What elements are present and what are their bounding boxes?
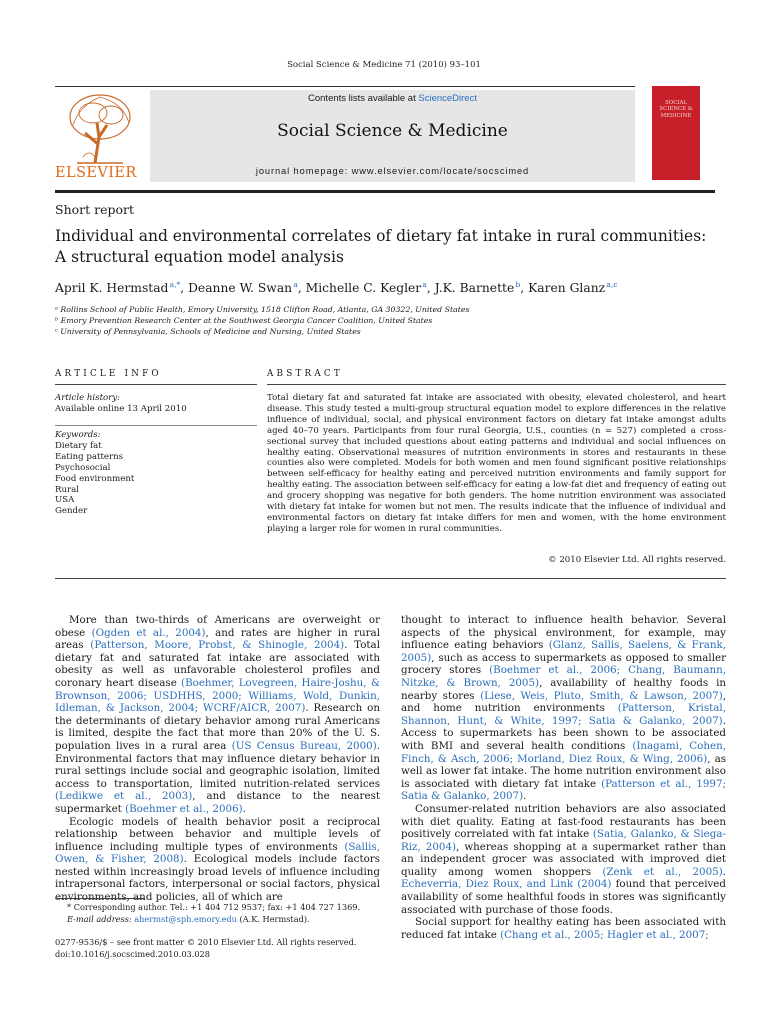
citation-link[interactable]: (Sallis, Owen, & Fisher, 2008) <box>55 840 380 866</box>
history-label: Article history: <box>55 393 121 403</box>
author-affiliation-mark[interactable]: a,* <box>169 280 181 289</box>
citation-link[interactable]: (Boehmer, Lovegreen, Haire-Joshu, & Brownson, 2006; USDHHS, 2000; Williams, Wold, Dunkin, Idleman, & Jackson, 2004; WCRF/AICR, 2007) <box>55 676 380 715</box>
keyword: USA <box>55 495 75 506</box>
citation-link[interactable]: (Inagami, Cohen, Finch, & Asch, 2006; Morland, Diez Roux, & Wing, 2006) <box>401 739 727 765</box>
author-affiliation-mark[interactable]: a,c <box>606 280 618 289</box>
body-text: found that perceived availability of some healthful foods in stores was significantly associated with purchase of those foods. <box>401 878 726 916</box>
affiliation: ᵇ Emory Prevention Research Center at the Southwest Georgia Cancer Coalition, United States <box>55 316 433 325</box>
abstract-heading: ABSTRACT <box>267 369 343 379</box>
article-type: Short report <box>55 202 135 217</box>
history-value: Available online 13 April 2010 <box>55 404 187 414</box>
body-text: , availability of healthy foods in nearby stores <box>401 676 726 702</box>
body-text: More than two-thirds of Americans are overweight or obese <box>55 614 380 639</box>
body-text: . Access to supermarkets has been shown to be associated with BMI and several health conditions <box>401 714 726 752</box>
email-link[interactable]: ahermst@sph.emory.edu <box>134 913 237 924</box>
footnotes <box>55 902 380 925</box>
author-name[interactable]: April K. Hermstad <box>55 281 169 296</box>
citation-link[interactable]: (US Census Bureau, 2000) <box>231 739 377 752</box>
body-text: thought to interact to influence health behavior. Several aspects of the physical environment, for example, may influence eating behaviors <box>401 614 726 652</box>
citation-link[interactable]: (Boehmer et al., 2006; Chang, Baumann, Nitzke, & Brown, 2005) <box>401 664 726 689</box>
body-text: , and home nutrition environments <box>401 689 726 715</box>
body-text: . <box>523 790 527 803</box>
journal-homepage[interactable]: journal homepage: www.elsevier.com/locate/socscimed <box>255 166 530 176</box>
header-bottom-rule <box>55 190 715 193</box>
citation-link[interactable]: (Chang et al., 2005; Hagler et al., 2007; <box>500 928 709 941</box>
email-note <box>55 914 380 926</box>
abstract-copyright: © 2010 Elsevier Ltd. All rights reserved. <box>548 555 726 565</box>
body-text: Social support for healthy eating has been associated with reduced fat intake <box>401 916 726 941</box>
abstract-text: Total dietary fat and saturated fat intake are associated with obesity, elevated cholesterol, and heart disease. This study tested a multi-group structural equation model to explore differences in the relative influence of individual, social, and physical environment factors on dietary fat intake amongst adults aged 40–70 years. Participants from four rural Georgia, U.S., counties (n = 527) completed a cross-sectional survey that included questions about eating patterns and individual and social influences on healthy eating. Observational measures of nutrition environments in stores and restaurants in these counties also were completed. Models for both women and men found significant positive relationships between self-efficacy for healthy eating and perceived nutrition environments and family support for healthy eating. The association between self-efficacy for eating a low-fat diet and frequency of eating out and grocery shopping was negative for both genders. The home nutrition environment was associated with dietary fat intake for women but not men. The results indicate that the influence of individual and environmental factors on dietary fat intake differs for men and women, with the home environment playing a larger role for women in rural communities. <box>267 393 726 534</box>
contents-prefix: Contents lists available at <box>308 93 419 104</box>
body-paragraph <box>401 916 726 941</box>
citation-link[interactable]: (Ledikwe et al., 2003) <box>55 790 193 803</box>
front-matter-notice <box>55 937 356 960</box>
body-paragraph <box>55 614 380 816</box>
author-affiliation-mark[interactable]: a <box>293 280 298 289</box>
abstract-rule <box>267 384 726 385</box>
body-paragraph <box>55 816 380 904</box>
author-name[interactable]: Michelle C. Kegler <box>305 281 422 296</box>
sciencedirect-link[interactable]: ScienceDirect <box>418 93 477 104</box>
journal-cover-thumbnail <box>652 86 700 180</box>
body-text: . Total dietary fat and saturated fat intake are associated with obesity as well as unfavorable cholesterol profiles and coronary heart disease <box>55 639 380 689</box>
author-name[interactable]: Deanne W. Swan <box>188 281 293 296</box>
email-suffix: (A.K. Hermstad). <box>236 913 310 924</box>
author-affiliation-mark[interactable]: b <box>515 280 521 289</box>
body-text: , whereas shopping at a supermarket rather than an independent grocer was associated with improved diet quality among women shoppers <box>401 840 726 878</box>
footnote-rule <box>55 898 145 899</box>
body-text: , such as access to supermarkets as opposed to smaller grocery stores <box>401 651 726 677</box>
doi-line[interactable]: doi:10.1016/j.socscimed.2010.03.028 <box>55 948 210 959</box>
corresponding-author-note: * Corresponding author. Tel.: +1 404 712 9537; fax: +1 404 727 1369. <box>67 902 361 912</box>
front-matter-bottom-rule <box>55 578 726 579</box>
citation-link[interactable]: Echeverria, Diez Roux, and Link (2004) <box>401 878 612 891</box>
cover-text: SOCIAL SCIENCE & MEDICINE <box>659 100 693 119</box>
author-affiliation-mark[interactable]: a <box>422 280 427 289</box>
citation-link[interactable]: (Liese, Weis, Pluto, Smith, & Lawson, 2007) <box>480 689 723 702</box>
elsevier-logo <box>55 85 150 185</box>
body-text: Consumer-related nutrition behaviors are also associated with diet quality. Eating at fast-food restaurants has been positively correlated with fat intake <box>401 802 726 841</box>
keywords-label: Keywords: <box>55 430 101 440</box>
citation-link[interactable]: (Zenk et al., 2005) <box>602 865 723 878</box>
body-text: . Ecological models include factors nested within increasingly broad levels of influence including intrapersonal factors, interpersonal or social factors, physical environments, and policies, all of which are <box>55 853 380 904</box>
body-column-right <box>401 614 726 941</box>
author-name[interactable]: J.K. Barnette <box>434 281 515 296</box>
citation-link[interactable]: (Glanz, Sallis, Saelens, & Frank, 2005) <box>401 639 726 664</box>
citation-link[interactable]: (Ogden et al., 2004) <box>91 626 206 639</box>
body-text: Ecologic models of health behavior posit a reciprocal relationship between behavior and multiple levels of influence including multiple types of environments <box>55 815 380 853</box>
article-info-heading: ARTICLE INFO <box>55 369 162 379</box>
body-column-left <box>55 614 380 904</box>
citation-link[interactable]: (Satia, Galanko, & Siega-Riz, 2004) <box>401 828 726 853</box>
keyword: Psychosocial <box>55 462 111 473</box>
keyword: Dietary fat <box>55 441 102 451</box>
author-name[interactable]: Karen Glanz <box>528 281 606 296</box>
running-head: Social Science & Medicine 71 (2010) 93–101 <box>287 60 481 70</box>
body-paragraph <box>401 614 726 803</box>
citation-link[interactable]: (Patterson et al., 1997; Satia & Galanko, 2007) <box>401 777 727 803</box>
body-text: , and rates are higher in rural areas <box>55 626 380 652</box>
body-text: . Research on the determinants of dietary behavior among rural Americans is limited, despite the fact that more than 20% of the U. S. population lives in a rural area <box>55 702 380 752</box>
affiliation: ᶜ University of Pennsylvania, Schools of Medicine and Nursing, United States <box>55 327 361 336</box>
article-info-separator <box>55 425 257 426</box>
citation-link[interactable]: (Patterson, Moore, Probst, & Shinogle, 2004) <box>90 639 345 652</box>
author-list: April K. Hermstad $^{a,*}$, Deanne W. Swan $^a$, Michelle C. Kegler $^a$, J.K. Barnette $^b$, Karen Glanz $^{a,c}$ <box>55 280 618 296</box>
body-text: , and distance to the nearest supermarket <box>55 790 380 815</box>
publisher-name: ELSEVIER <box>55 165 137 181</box>
keyword: Food environment <box>55 473 135 484</box>
issn-line: 0277-9536/$ – see front matter © 2010 Elsevier Ltd. All rights reserved. <box>55 937 357 947</box>
journal-title: Social Science & Medicine <box>277 121 508 141</box>
body-text: . <box>242 802 246 815</box>
body-text: . Environmental factors that may influence dietary behavior in rural settings include social and geographic isolation, limited access to transportation, limited nutrition-related services <box>55 739 380 790</box>
affiliation: ᵃ Rollins School of Public Health, Emory University, 1518 Clifton Road, Atlanta, GA 30322, United States <box>55 305 470 314</box>
keyword: Eating patterns <box>55 451 124 462</box>
body-text: , as well as lower fat intake. The home nutrition environment also is associated with dietary fat intake <box>401 752 726 790</box>
citation-link[interactable]: (Boehmer et al., 2006) <box>125 802 243 815</box>
keywords-list <box>55 441 134 517</box>
keyword: Rural <box>55 484 79 495</box>
contents-line <box>150 93 635 104</box>
citation-link[interactable]: (Patterson, Kristal, Shannon, Hunt, & White, 1997; Satia & Galanko, 2007) <box>401 702 726 727</box>
body-paragraph <box>401 803 726 916</box>
keyword: Gender <box>55 506 88 517</box>
email-label: E-mail address: <box>67 913 132 924</box>
body-text: . <box>722 865 727 878</box>
article-info-rule <box>55 384 257 385</box>
article-title: Individual and environmental correlates of dietary fat intake in rural communities: A structural equation model analysis <box>55 227 707 266</box>
